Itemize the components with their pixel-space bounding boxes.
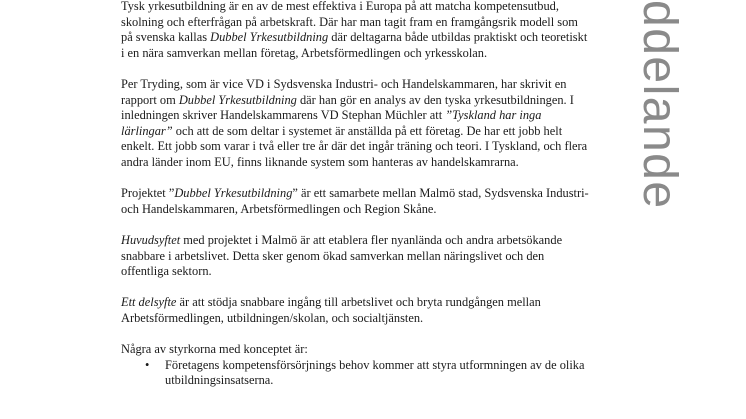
paragraph-main-purpose: Huvudsyftet med projektet i Malmö är att etablera fler nyanlända och andra arbetsökande snabbare i arbetslivet. Detta sker genom ökad samverkan mellan näringslivet och den offentliga sektorn. bbox=[121, 232, 563, 279]
body-text bbox=[121, 0, 591, 389]
paragraph-strengths-intro: Några av styrkorna med konceptet är: bbox=[121, 342, 308, 357]
side-label: ddelande bbox=[633, 0, 686, 210]
paragraph-report: Per Tryding, som är vice VD i Sydsvenska Industri- och Handelskammaren, har skrivit en rapport om Dubbel Yrkesutbildning där han gör en analys av den tyska yrkesutbildningen. I inledningen skriver Handelskammarens VD Stephan Müchler att ”Tyskland har inga lärlingar” och att de som deltar i systemet är anställda på ett företag. De har ett jobb helt enkelt. Ett jobb som varar i två eller tre år där det ingår träning och teori. I Tyskland, och flera andra länder inom EU, finns liknande system som hanteras av handelskamrarna. bbox=[121, 76, 588, 169]
italic-quote: ”Tyskland har inga lärlingar” bbox=[121, 108, 542, 138]
paragraph-project: Projektet ”Dubbel Yrkesutbildning” är ett samarbete mellan Malmö stad, Sydsvenska Industri- och Handelskammaren, Arbetsförmedlingen och Region Skåne. bbox=[121, 186, 589, 216]
list-item: • Företagens kompetensförsörjnings behov kommer att styra utformningen av de olika utbildningsinsatserna. bbox=[121, 358, 591, 389]
italic-term: Dubbel Yrkesutbildning bbox=[174, 186, 293, 201]
italic-term: Huvudsyftet bbox=[121, 232, 181, 247]
paragraph-sub-purpose: Ett delsyfte är att stödja snabbare ingång till arbetslivet och bryta rundgången mellan Arbetsförmedlingen, utbildningen/skolan, och socialtjänsten. bbox=[121, 295, 541, 325]
italic-term: Dubbel Yrkesutbildning bbox=[178, 92, 297, 107]
italic-term: Ett delsyfte bbox=[121, 295, 177, 310]
italic-term: Dubbel Yrkesutbildning bbox=[210, 30, 329, 45]
strengths-list bbox=[121, 358, 591, 389]
paragraph-intro: Tysk yrkesutbildning är en av de mest effektiva i Europa på att matcha kompetensutbud, skolning och efterfrågan på arbetskraft. Där har man tagit fram en framgångsrik modell som på svenska kallas Dubbel Yrkesutbildning där deltagarna både utbildas praktiskt och teoretiskt i en nära samverkan mellan företag, Arbetsförmedlingen och yrkesskolan. bbox=[121, 0, 588, 60]
